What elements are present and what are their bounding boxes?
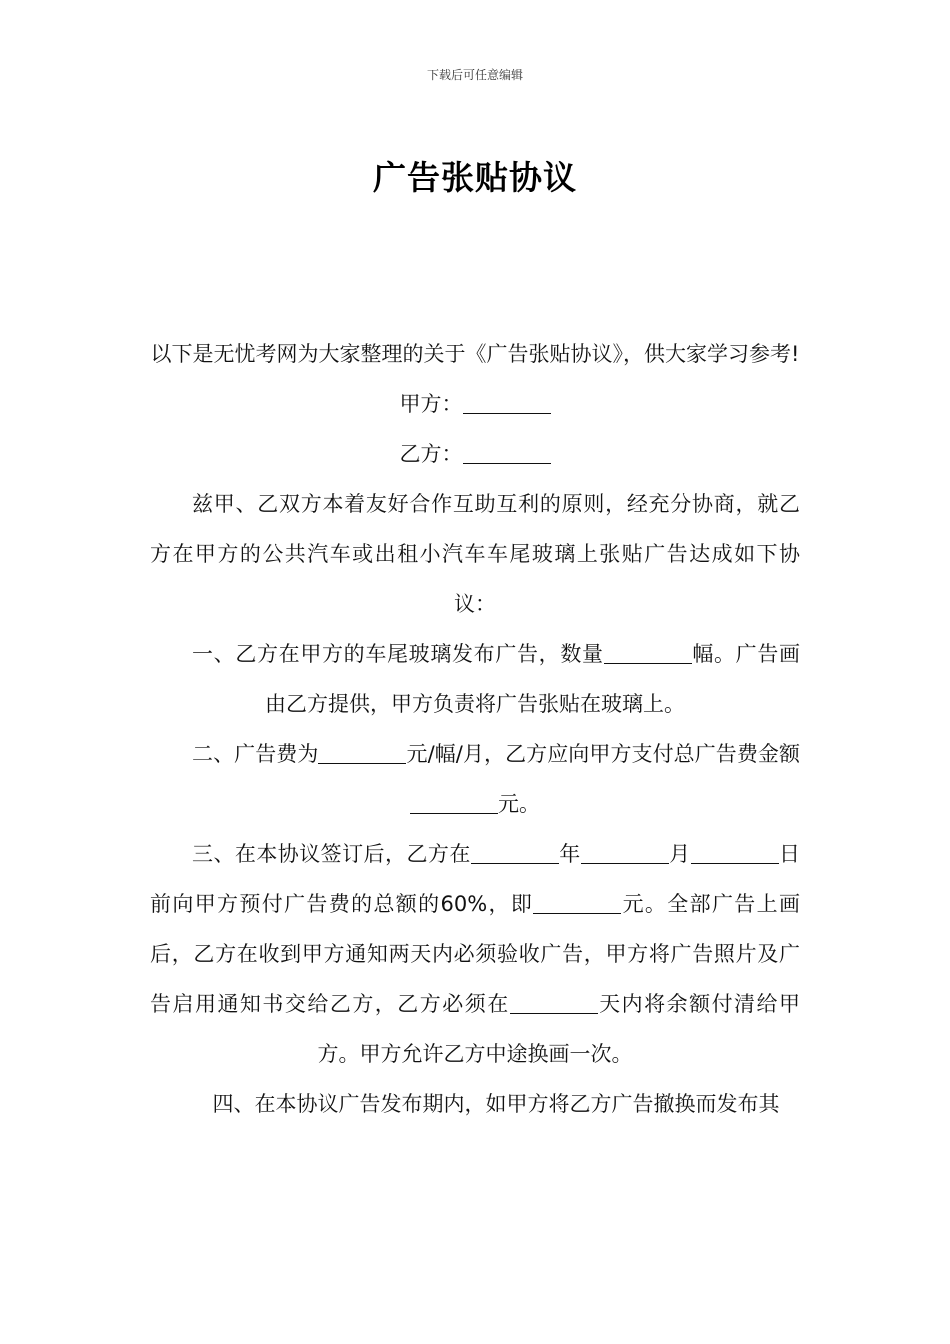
party-b-label: 乙方： bbox=[399, 442, 463, 466]
clause-3-text-d: 日前向甲方预付广告费的总额的60%，即 bbox=[150, 842, 801, 916]
party-a-blank bbox=[463, 391, 551, 414]
clause-2-text-b: 元/幅/月，乙方应向甲方支付总广告费金额 bbox=[406, 742, 801, 766]
days-blank bbox=[510, 991, 598, 1014]
clause-3-text-a: 三、在本协议签订后，乙方在 bbox=[192, 842, 471, 866]
clause-3-text-e: 元。全部广告上画后，乙方在收到甲方通知两天内必须验收广告，甲方将广告照片及广告启用通知书交给乙方，乙方必须在 bbox=[150, 892, 800, 1016]
clause-2-text-c: 元。 bbox=[498, 792, 540, 816]
clause-3-text-c: 月 bbox=[668, 842, 691, 866]
total-fee-blank bbox=[410, 791, 498, 814]
clause-2 bbox=[150, 729, 800, 829]
party-b-line bbox=[150, 429, 800, 479]
unit-fee-blank bbox=[318, 741, 406, 764]
year-blank bbox=[471, 841, 559, 864]
document-body bbox=[150, 329, 800, 1129]
preamble-paragraph: 兹甲、乙双方本着友好合作互助互利的原则，经充分协商，就乙方在甲方的公共汽车或出租小汽车车尾玻璃上张贴广告达成如下协议： bbox=[150, 492, 800, 616]
month-blank bbox=[581, 841, 669, 864]
clause-1-text-a: 一、乙方在甲方的车尾玻璃发布广告，数量 bbox=[192, 642, 604, 666]
clause-1-text-b: 幅。广告画由乙方提供，甲方负责将广告张贴在玻璃上。 bbox=[265, 642, 801, 716]
clause-3 bbox=[150, 829, 800, 1079]
intro-paragraph: 以下是无忧考网为大家整理的关于《广告张贴协议》，供大家学习参考! bbox=[150, 342, 800, 366]
day-blank bbox=[691, 841, 779, 864]
clause-4: 四、在本协议广告发布期内，如甲方将乙方广告撤换而发布其 bbox=[212, 1092, 780, 1116]
quantity-blank bbox=[604, 641, 692, 664]
prepay-blank bbox=[533, 891, 621, 914]
party-b-blank bbox=[463, 441, 551, 464]
party-a-label: 甲方： bbox=[399, 392, 463, 416]
clause-3-text-f: 天内将余额付清给甲方。甲方允许乙方中途换画一次。 bbox=[317, 992, 801, 1066]
document-title: 广告张贴协议 bbox=[373, 158, 577, 197]
clause-2-text-a: 二、广告费为 bbox=[192, 742, 319, 766]
clause-3-text-b: 年 bbox=[558, 842, 581, 866]
party-a-line bbox=[150, 379, 800, 429]
header-note: 下载后可任意编辑 bbox=[426, 68, 523, 82]
clause-1 bbox=[150, 629, 800, 729]
